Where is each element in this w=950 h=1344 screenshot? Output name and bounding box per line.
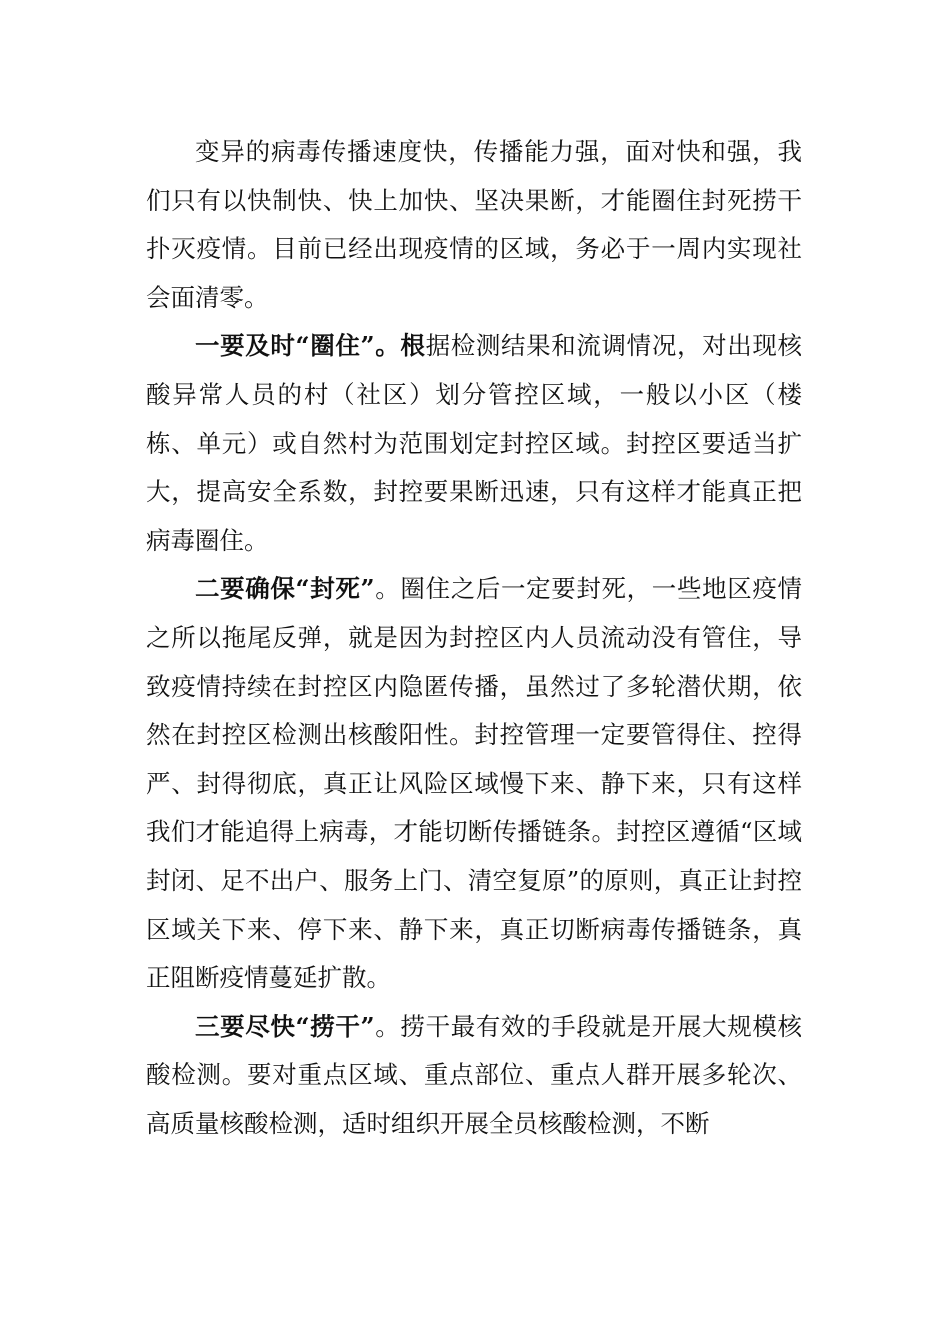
paragraph-3 (146, 565, 802, 1002)
paragraph-3-text: 。圈住之后一定要封死，一些地区疫情之所以拖尾反弹，就是因为封控区内人员流动没有管住，导致疫情持续在封控区内隐匿传播，虽然过了多轮潜伏期，依然在封控区检测出核酸阳性。封控管理一定要管得住、控得严、封得彻底，真正让风险区域慢下来、静下来，只有这样我们才能追得上病毒，才能切断传播链条。封控区遵循“区域封闭、足不出户、服务上门、清空复原”的原则，真正让封控区域关下来、停下来、静下来，真正切断病毒传播链条，真正阻断疫情蔓延扩散。 (146, 574, 803, 993)
paragraph-4-text: 。捞干最有效的手段就是开展大规模核酸检测。要对重点区域、重点部位、重点人群开展多轮次、高质量核酸检测，适时组织开展全员核酸检测，不断 (146, 1011, 803, 1138)
paragraph-4 (146, 1003, 802, 1149)
paragraph-4-lead: 三要尽快“捞干” (195, 1011, 375, 1041)
paragraph-3-lead: 二要确保“封死” (195, 574, 375, 604)
paragraph-2-text: 据检测结果和流调情况，对出现核酸异常人员的村（社区）划分管控区域，一般以小区（楼栋、单元）或自然村为范围划定封控区域。封控区要适当扩大，提高安全系数，封控要果断迅速，只有这样才能真正把病毒圈住。 (146, 331, 803, 555)
paragraph-2 (146, 322, 802, 565)
paragraph-2-lead: 一要及时“圈住”。根 (195, 331, 426, 361)
paragraph-1 (146, 128, 802, 322)
paragraph-1-text: 变异的病毒传播速度快，传播能力强，面对快和强，我们只有以快制快、快上加快、坚决果断，才能圈住封死捞干扑灭疫情。目前已经出现疫情的区域，务必于一周内实现社会面清零。 (146, 137, 802, 312)
document-body (146, 128, 802, 1148)
